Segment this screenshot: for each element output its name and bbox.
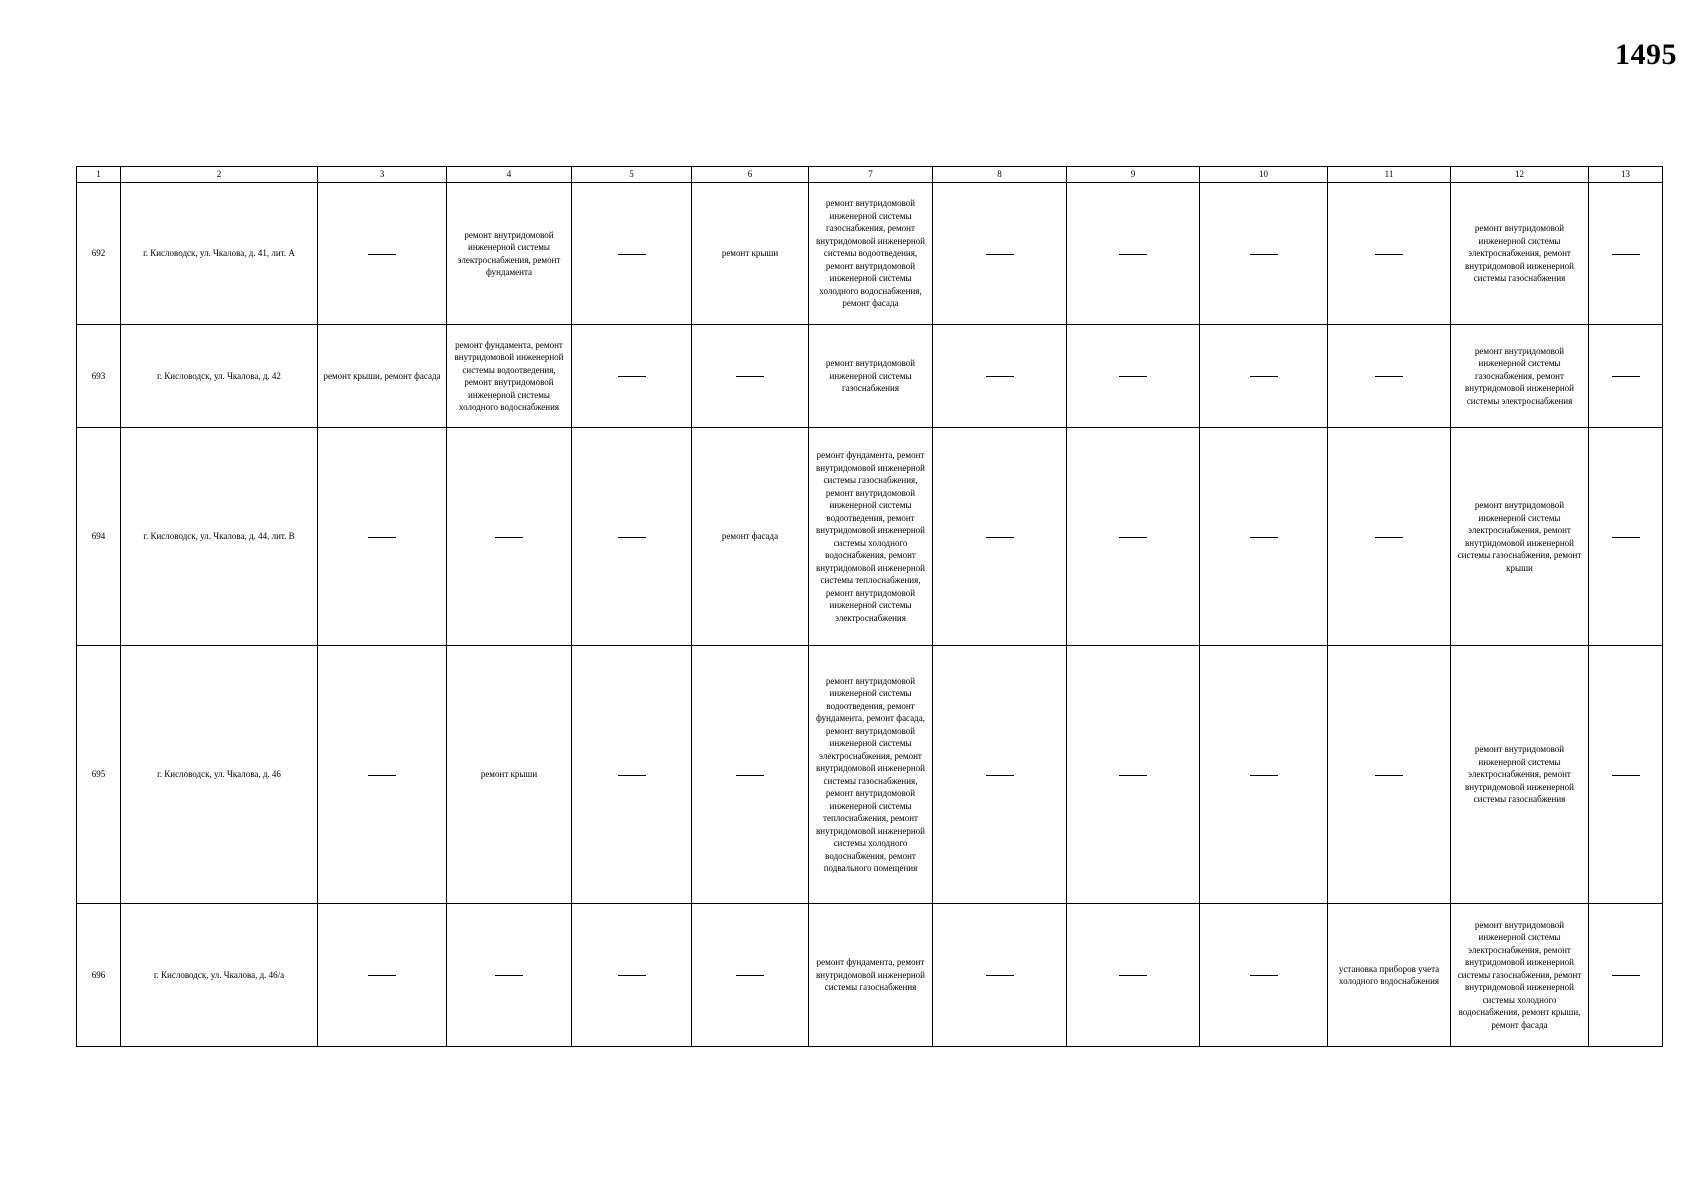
empty-cell [1200,428,1328,646]
empty-cell [318,428,447,646]
work-type-cell: установка приборов учета холодного водоснабжения [1328,904,1451,1047]
empty-cell [1200,904,1328,1047]
empty-cell [1328,325,1451,428]
column-header: 12 [1451,167,1589,183]
empty-cell [692,325,809,428]
dash-mark [986,376,1014,377]
empty-cell [318,183,447,325]
dash-mark [1119,775,1147,776]
work-type-cell: ремонт крыши [447,646,572,904]
dash-mark [736,376,764,377]
empty-cell [1589,904,1663,1047]
work-type-cell: ремонт внутридомовой инженерной системы электроснабжения, ремонт внутридомовой инженерной системы газоснабжения, ремонт внутридомовой инженерной системы холодного водоснабжения, ремонт крыши, ремонт фасада [1451,904,1589,1047]
column-header: 13 [1589,167,1663,183]
column-header: 1 [77,167,121,183]
empty-cell [572,428,692,646]
empty-cell [1067,325,1200,428]
empty-cell [1589,428,1663,646]
empty-cell [933,325,1067,428]
work-type-cell: ремонт внутридомовой инженерной системы электроснабжения, ремонт внутридомовой инженерной системы газоснабжения, ремонт крыши [1451,428,1589,646]
dash-mark [495,537,523,538]
dash-mark [986,537,1014,538]
column-header: 6 [692,167,809,183]
work-type-cell: ремонт фасада [692,428,809,646]
dash-mark [986,775,1014,776]
empty-cell [1067,904,1200,1047]
dash-mark [736,775,764,776]
dash-mark [1119,975,1147,976]
column-header: 5 [572,167,692,183]
empty-cell [933,904,1067,1047]
dash-mark [618,775,646,776]
empty-cell [1328,183,1451,325]
table-row [77,646,1663,904]
dash-mark [618,975,646,976]
dash-mark [1250,775,1278,776]
dash-mark [368,775,396,776]
empty-cell [692,646,809,904]
dash-mark [618,537,646,538]
empty-cell [318,646,447,904]
address-cell: г. Кисловодск, ул. Чкалова, д. 46 [121,646,318,904]
column-number-row [77,167,1663,183]
dash-mark [1250,376,1278,377]
dash-mark [1119,376,1147,377]
dash-mark [618,376,646,377]
work-type-cell: ремонт фундамента, ремонт внутридомовой инженерной системы газоснабжения [809,904,933,1047]
column-header: 8 [933,167,1067,183]
dash-mark [1119,254,1147,255]
work-type-cell: ремонт фундамента, ремонт внутридомовой инженерной системы водоотведения, ремонт внутридомовой инженерной системы холодного водоснабжения [447,325,572,428]
empty-cell [933,183,1067,325]
table-row [77,183,1663,325]
column-header: 4 [447,167,572,183]
row-number-cell: 696 [77,904,121,1047]
row-number-cell: 692 [77,183,121,325]
dash-mark [1612,537,1640,538]
table-row [77,325,1663,428]
empty-cell [572,183,692,325]
dash-mark [1375,254,1403,255]
column-header: 2 [121,167,318,183]
empty-cell [933,646,1067,904]
work-type-cell: ремонт внутридомовой инженерной системы электроснабжения, ремонт фундамента [447,183,572,325]
empty-cell [447,428,572,646]
dash-mark [1612,376,1640,377]
column-header: 3 [318,167,447,183]
work-type-cell: ремонт внутридомовой инженерной системы электроснабжения, ремонт внутридомовой инженерной системы газоснабжения [1451,183,1589,325]
work-type-cell: ремонт внутридомовой инженерной системы электроснабжения, ремонт внутридомовой инженерной системы газоснабжения [1451,646,1589,904]
dash-mark [368,975,396,976]
address-cell: г. Кисловодск, ул. Чкалова, д. 46/а [121,904,318,1047]
empty-cell [1067,428,1200,646]
empty-cell [1328,646,1451,904]
address-cell: г. Кисловодск, ул. Чкалова, д. 42 [121,325,318,428]
row-number-cell: 695 [77,646,121,904]
column-header: 10 [1200,167,1328,183]
column-header: 9 [1067,167,1200,183]
work-type-cell: ремонт крыши, ремонт фасада [318,325,447,428]
empty-cell [572,646,692,904]
empty-cell [1589,646,1663,904]
work-type-cell: ремонт внутридомовой инженерной системы газоснабжения, ремонт внутридомовой инженерной системы электроснабжения [1451,325,1589,428]
work-type-cell: ремонт внутридомовой инженерной системы газоснабжения [809,325,933,428]
work-type-cell: ремонт внутридомовой инженерной системы водоотведения, ремонт фундамента, ремонт фасада, ремонт внутридомовой инженерной системы электроснабжения, ремонт внутридомовой инженерной системы газоснабжения, ремонт внутридомовой инженерной системы теплоснабжения, ремонт внутридомовой инженерной системы холодного водоснабжения, ремонт подвального помещения [809,646,933,904]
empty-cell [1328,428,1451,646]
work-type-cell: ремонт внутридомовой инженерной системы газоснабжения, ремонт внутридомовой инженерной системы водоотведения, ремонт внутридомовой инженерной системы холодного водоснабжения, ремонт фасада [809,183,933,325]
dash-mark [986,254,1014,255]
dash-mark [1375,775,1403,776]
dash-mark [1250,254,1278,255]
column-header: 11 [1328,167,1451,183]
address-cell: г. Кисловодск, ул. Чкалова, д. 44, лит. В [121,428,318,646]
empty-cell [933,428,1067,646]
dash-mark [1612,975,1640,976]
empty-cell [447,904,572,1047]
dash-mark [1375,537,1403,538]
address-cell: г. Кисловодск, ул. Чкалова, д. 41, лит. А [121,183,318,325]
empty-cell [1067,646,1200,904]
dash-mark [1250,975,1278,976]
row-number-cell: 694 [77,428,121,646]
empty-cell [572,904,692,1047]
dash-mark [368,537,396,538]
empty-cell [572,325,692,428]
work-type-cell: ремонт фундамента, ремонт внутридомовой инженерной системы газоснабжения, ремонт внутридомовой инженерной системы водоотведения, ремонт внутридомовой инженерной системы холодного водоснабжения, ремонт внутридомовой инженерной системы теплоснабжения, ремонт внутридомовой инженерной системы электроснабжения [809,428,933,646]
dash-mark [1375,376,1403,377]
dash-mark [1250,537,1278,538]
dash-mark [368,254,396,255]
dash-mark [1612,254,1640,255]
empty-cell [1589,183,1663,325]
empty-cell [1067,183,1200,325]
empty-cell [1589,325,1663,428]
dash-mark [1612,775,1640,776]
empty-cell [318,904,447,1047]
empty-cell [1200,325,1328,428]
work-type-cell: ремонт крыши [692,183,809,325]
dash-mark [495,975,523,976]
dash-mark [618,254,646,255]
row-number-cell: 693 [77,325,121,428]
dash-mark [736,975,764,976]
empty-cell [1200,183,1328,325]
repair-schedule-table [76,166,1663,1047]
dash-mark [1119,537,1147,538]
empty-cell [1200,646,1328,904]
page-number: 1495 [1615,38,1677,71]
table-row [77,904,1663,1047]
dash-mark [986,975,1014,976]
empty-cell [692,904,809,1047]
table-row [77,428,1663,646]
column-header: 7 [809,167,933,183]
